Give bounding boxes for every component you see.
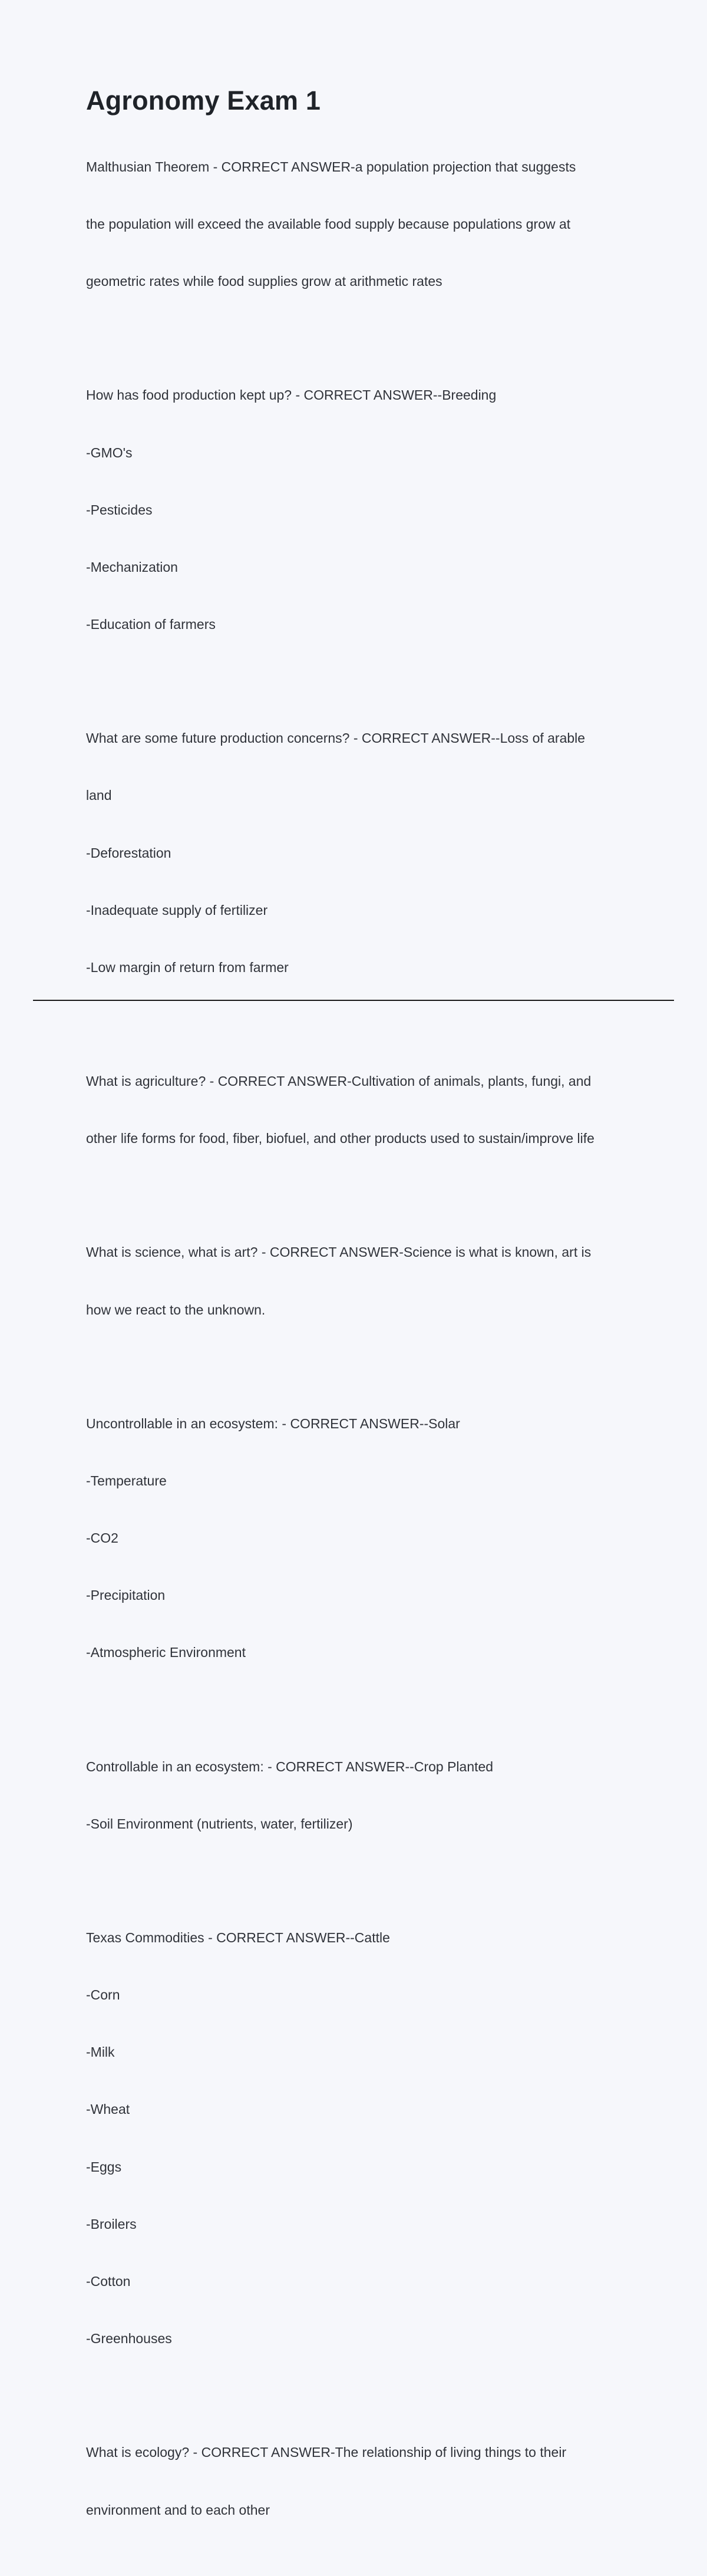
qa-line: -Milk <box>86 2044 115 2060</box>
qa-line: -Deforestation <box>86 845 171 861</box>
qa-line: -Soil Environment (nutrients, water, fertilizer) <box>86 1816 353 1831</box>
qa-entry-malthusian <box>86 119 634 329</box>
qa-line: What is agriculture? - CORRECT ANSWER-Cultivation of animals, plants, fungi, and <box>86 1073 592 1089</box>
qa-line: geometric rates while food supplies grow at arithmetic rates <box>86 274 442 289</box>
qa-line: How has food production kept up? - CORRECT ANSWER--Breeding <box>86 387 497 403</box>
qa-line: -Mechanization <box>86 559 178 575</box>
qa-line: other life forms for food, fiber, biofuel, and other products used to sustain/improve life <box>86 1131 594 1147</box>
qa-line: environment and to each other <box>86 2502 270 2518</box>
qa-line: Texas Commodities - CORRECT ANSWER--Cattle <box>86 1929 390 1945</box>
qa-line: -Eggs <box>86 2159 122 2175</box>
qa-line: -Corn <box>86 1987 120 2002</box>
qa-line: -Education of farmers <box>86 617 216 633</box>
qa-entry-future-concerns <box>86 690 634 1015</box>
qa-line: What is ecology? - CORRECT ANSWER-The relationship of living things to their <box>86 2445 567 2460</box>
qa-line: -Precipitation <box>86 1587 166 1603</box>
qa-line: -CO2 <box>86 1530 118 1546</box>
qa-line: Malthusian Theorem - CORRECT ANSWER-a population projection that suggests <box>86 159 576 174</box>
qa-entry-agriculture <box>86 1033 634 1186</box>
qa-entry-texas-commodities <box>86 1890 634 2387</box>
qa-line: Controllable in an ecosystem: - CORRECT ANSWER--Crop Planted <box>86 1758 494 1774</box>
qa-entry-food-production <box>86 347 634 672</box>
qa-line: -Pesticides <box>86 502 153 518</box>
qa-line: -Atmospheric Environment <box>86 1645 246 1661</box>
qa-line: -Wheat <box>86 2101 130 2117</box>
qa-line: Uncontrollable in an ecosystem: - CORRECT ANSWER--Solar <box>86 1415 460 1431</box>
qa-line: What are some future production concerns? - CORRECT ANSWER--Loss of arable <box>86 730 586 746</box>
qa-line: how we react to the unknown. <box>86 1302 266 1317</box>
qa-line: -Temperature <box>86 1473 167 1488</box>
qa-line: What is science, what is art? - CORRECT ANSWER-Science is what is known, art is <box>86 1244 592 1260</box>
qa-line: -Cotton <box>86 2274 131 2290</box>
qa-entry-science-art <box>86 1205 634 1358</box>
qa-entry-controllable <box>86 1719 634 1872</box>
qa-entry-uncontrollable <box>86 1376 634 1701</box>
qa-line: land <box>86 788 112 803</box>
document-title: Agronomy Exam 1 <box>86 85 321 116</box>
qa-line: -GMO's <box>86 444 133 460</box>
qa-line: -Broilers <box>86 2216 137 2232</box>
qa-line: -Greenhouses <box>86 2331 172 2347</box>
qa-line: -Inadequate supply of fertilizer <box>86 902 268 918</box>
qa-line: the population will exceed the available food supply because populations grow at <box>86 216 571 232</box>
page-bottom-divider <box>33 1000 674 1001</box>
qa-line: -Low margin of return from farmer <box>86 960 289 976</box>
qa-entry-ecology <box>86 2405 634 2558</box>
document-content <box>86 84 634 2576</box>
